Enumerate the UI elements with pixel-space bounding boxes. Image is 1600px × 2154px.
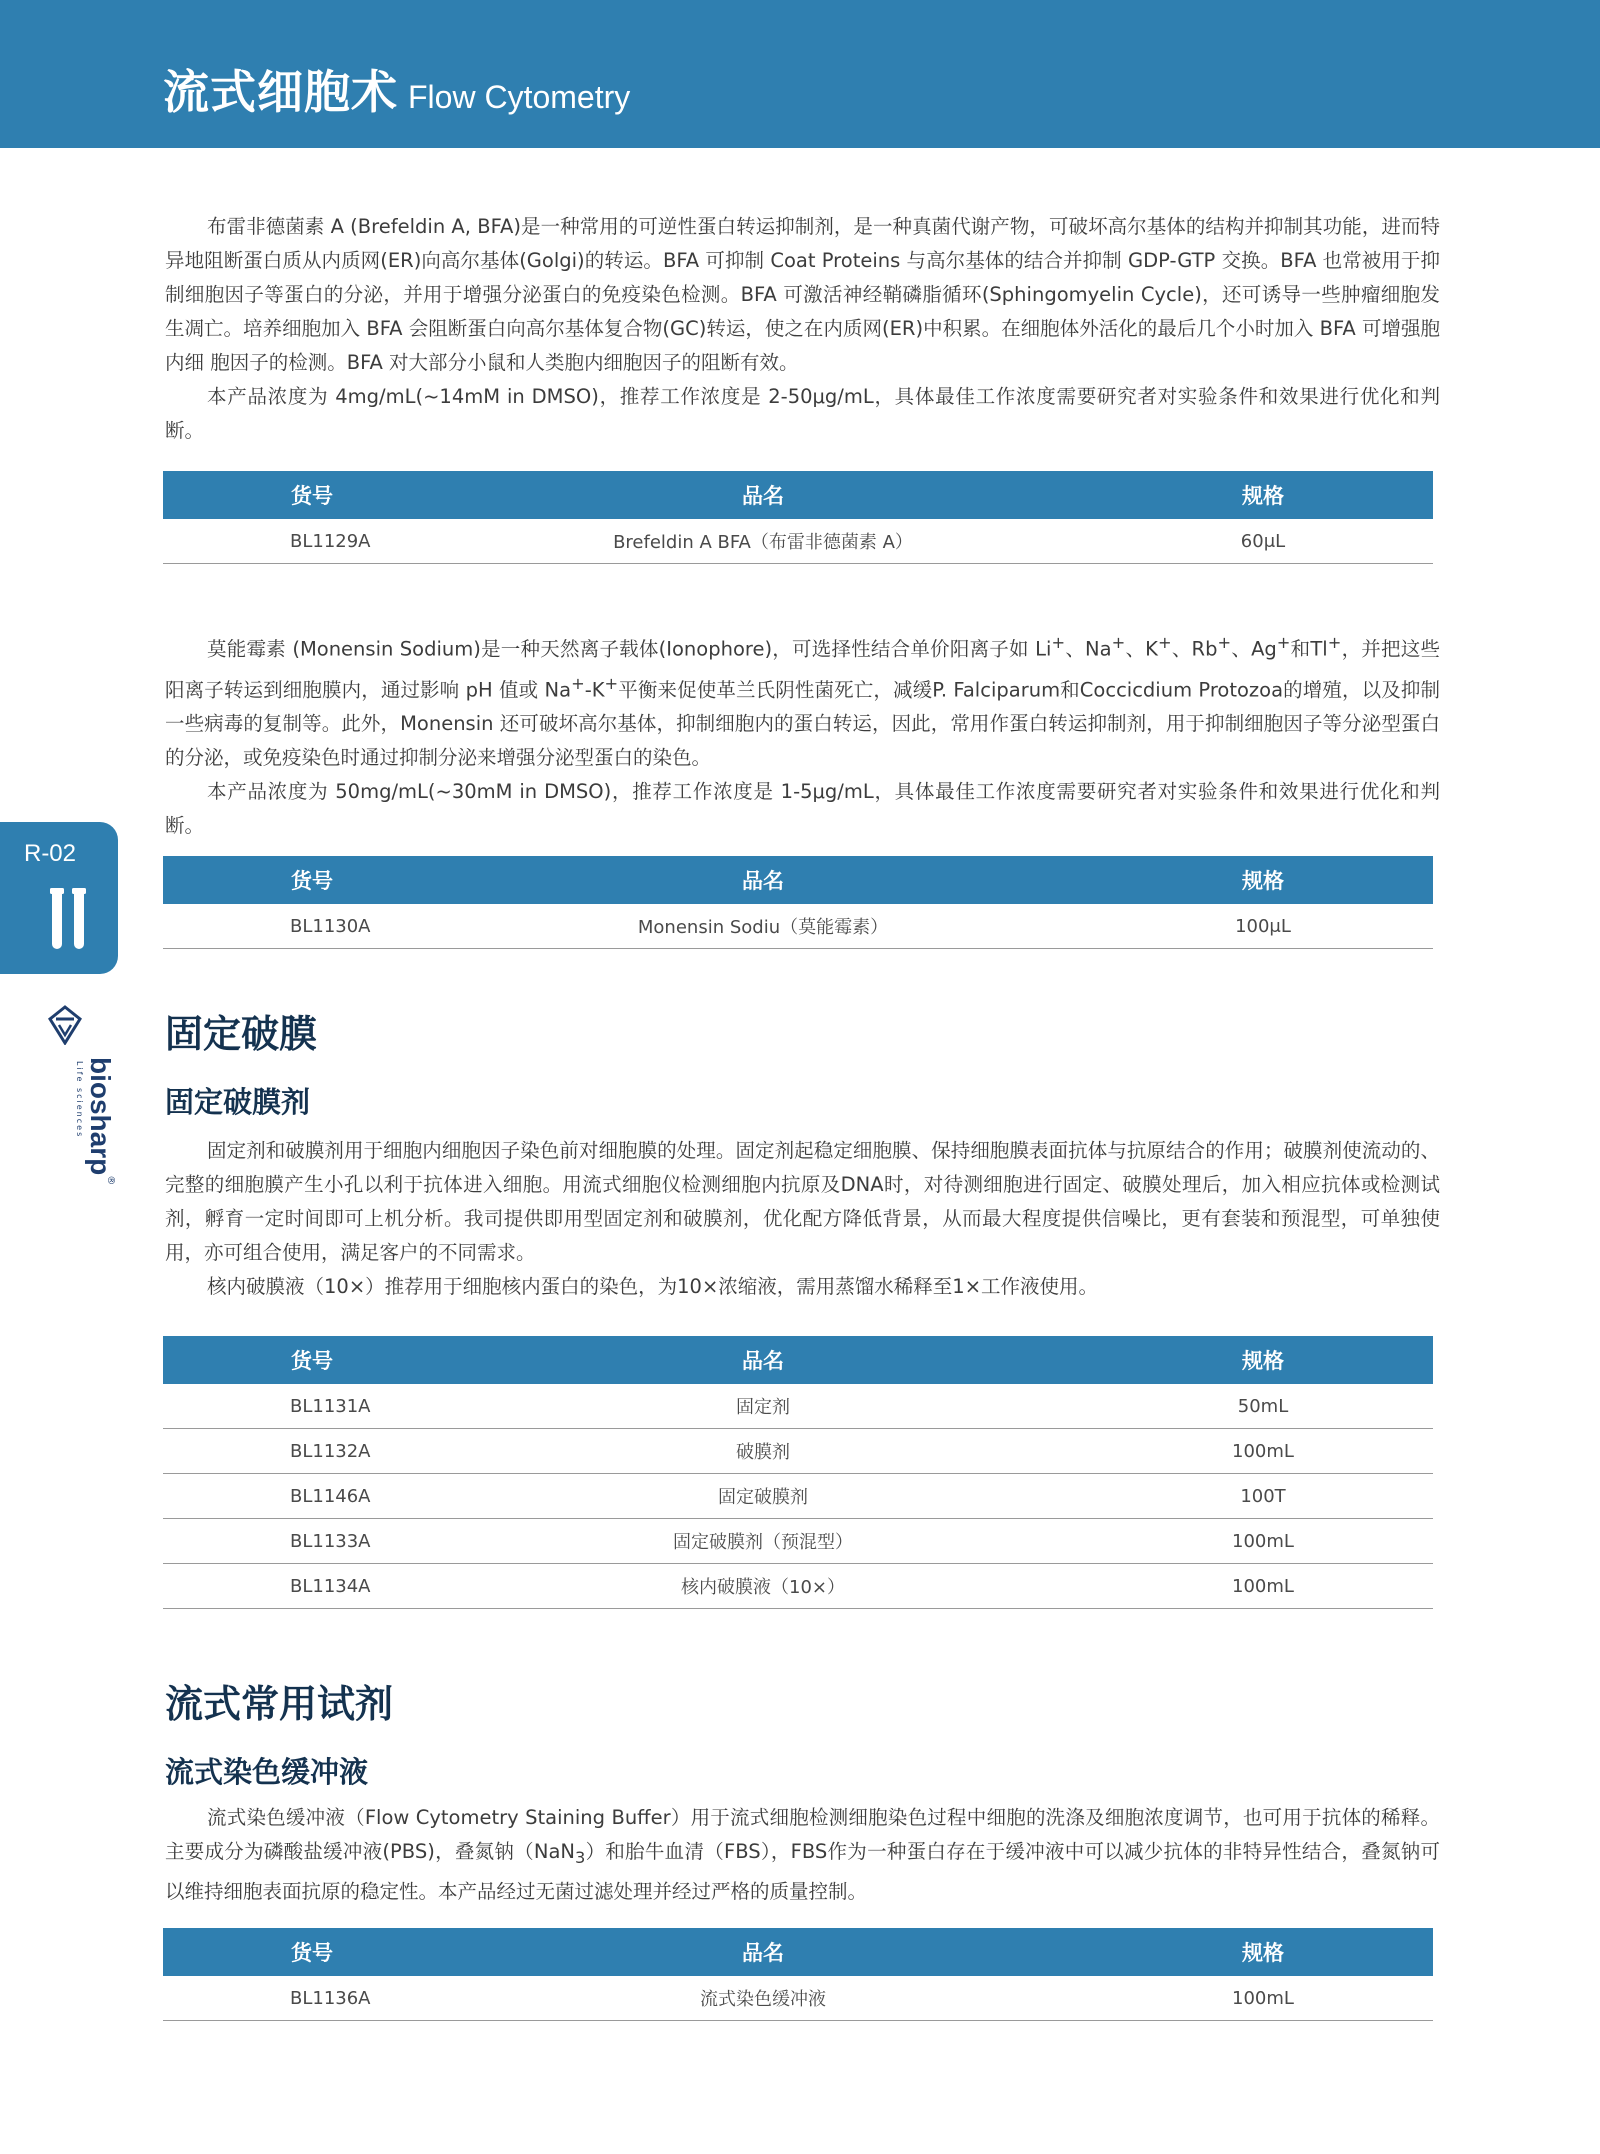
header-title-en: Flow Cytometry (408, 79, 631, 115)
table-row (163, 904, 1433, 949)
header-name: 品名 (742, 869, 784, 893)
cation-charge: + (1327, 633, 1342, 652)
section-title-fix: 固定破膜 (165, 1012, 318, 1056)
product-name: 核内破膜液（10×） (681, 1577, 845, 1598)
header-name: 品名 (742, 484, 784, 508)
logo-brand-last: p (85, 1158, 116, 1176)
bfa-description (165, 210, 1440, 448)
side-tab (0, 822, 118, 974)
product-code: BL1136A (290, 1987, 371, 2009)
monensin-text-e: 、Ag (1231, 637, 1277, 661)
product-spec: 100mL (1232, 1987, 1294, 2009)
cation-charge: + (1217, 633, 1232, 652)
bfa-paragraph-1: 布雷非德菌素 A (Brefeldin A, BFA)是一种常用的可逆性蛋白转运抑制剂，是一种真菌代谢产物，可破坏高尔基体的结构并抑制其功能，进而特异地阻断蛋白质从内质网(ER)向高尔基体(Golgi)的转运。BFA 可抑制 Coat Proteins 与高尔基体的结合并抑制 GDP-GTP 交换。BFA 也常被用于抑制细胞因子等蛋白的分泌，并用于增强分泌蛋白的免疫染色检测。BFA 可激活神经鞘磷脂循环(Sphingomyelin Cycle)，还可诱导一些肿瘤细胞发生凋亡。培养细胞加入 BFA 会阻断蛋白向高尔基体复合物(GC)转运，使之在内质网(ER)中积累。在细胞体外活化的最后几个小时加入 BFA 可增强胞内细 胞因子的检测。BFA 对大部分小鼠和人类胞内细胞因子的阻断有效。 (165, 215, 1440, 374)
page-header (0, 0, 1600, 148)
product-spec: 60μL (1240, 530, 1286, 552)
logo-registered: ® (105, 1175, 116, 1186)
page-code: R-02 (23, 840, 77, 867)
product-spec: 100μL (1235, 915, 1291, 937)
product-name: 破膜剂 (736, 1442, 790, 1463)
header-name: 品名 (742, 1349, 784, 1373)
section-title-common: 流式常用试剂 (165, 1682, 394, 1726)
product-spec: 100mL (1232, 1530, 1294, 1552)
table-row (163, 1474, 1433, 1519)
buffer-description (165, 1801, 1440, 1909)
logo-text (75, 1057, 116, 1186)
monensin-description (165, 626, 1440, 843)
product-code: BL1133A (290, 1530, 371, 1552)
table-row (163, 1429, 1433, 1474)
monensin-text-i: 平衡来促使革兰氏阴性菌死亡，减缓P. Falciparum和Coccicdium Protozoa的增殖，以及抑制一些病毒的复制等。此外，Monensin 还可破坏高尔基体，抑制细胞内的蛋白转运，因此，常用作蛋白转运抑制剂，用于抑制细胞因子等分泌型蛋白的分泌，或免疫染色时通过抑制分泌来增强分泌型蛋白的染色。 (165, 678, 1440, 769)
table-row (163, 1976, 1433, 2021)
header-title (163, 56, 630, 122)
product-name: 固定破膜剂 (718, 1487, 808, 1508)
header-code: 货号 (291, 869, 333, 893)
test-tubes-icon (50, 888, 90, 958)
buffer-text-b: ）和胎牛血清（FBS），FBS作为一种蛋白存在于缓冲液中可以减少抗体的非特异性结合，叠氮钠可以维持细胞表面抗原的稳定性。本产品经过无菌过滤处理并经过严格的质量控制。 (165, 1840, 1440, 1903)
header-spec: 规格 (1242, 484, 1284, 508)
product-code: BL1129A (290, 530, 371, 552)
cation-charge: + (571, 673, 585, 693)
monensin-paragraph-1 (165, 626, 1440, 775)
product-name: 流式染色缓冲液 (700, 1989, 826, 2010)
header-code: 货号 (291, 1349, 333, 1373)
logo-tagline: Life sciences (75, 1061, 84, 1139)
table-header (163, 856, 1433, 904)
cation-charge: + (1276, 633, 1291, 652)
bfa-paragraph-2: 本产品浓度为 4mg/mL(~14mM in DMSO)，推荐工作浓度是 2-50μg/mL，具体最佳工作浓度需要研究者对实验条件和效果进行优化和判断。 (165, 385, 1440, 442)
product-spec: 100mL (1232, 1575, 1294, 1597)
buffer-text-a: 流式染色缓冲液（Flow Cytometry Staining Buffer）用于流式细胞检测细胞染色过程中细胞的洗涤及细胞浓度调节，也可用于抗体的稀释。主要成分为磷酸盐缓冲液(PBS)，叠氮钠（NaN (165, 1806, 1440, 1863)
header-code: 货号 (291, 484, 333, 508)
bfa-product-table (163, 471, 1433, 564)
cation-charge: + (1111, 633, 1126, 652)
cation-charge: + (604, 673, 619, 693)
product-name: 固定破膜剂（预混型） (673, 1532, 853, 1553)
fix-paragraph-2: 核内破膜液（10×）推荐用于细胞核内蛋白的染色，为10×浓缩液，需用蒸馏水稀释至1×工作液使用。 (207, 1275, 1099, 1298)
product-spec: 50mL (1237, 1395, 1289, 1417)
header-spec: 规格 (1242, 869, 1284, 893)
monensin-product-table (163, 856, 1433, 949)
buffer-product-table (163, 1928, 1433, 2021)
table-row (163, 1564, 1433, 1609)
monensin-text-d: 、Rb (1171, 637, 1218, 661)
table-header (163, 1928, 1433, 1976)
product-name: Brefeldin A BFA（布雷非德菌素 A） (613, 532, 913, 553)
table-header (163, 1336, 1433, 1384)
product-code: BL1134A (290, 1575, 371, 1597)
monensin-text-b: 、Na (1065, 637, 1112, 661)
logo-mark-icon (48, 1005, 82, 1045)
header-spec: 规格 (1242, 1349, 1284, 1373)
monensin-text-a: 莫能霉素 (Monensin Sodium)是一种天然离子载体(Ionophore)，可选择性结合单价阳离子如 Li (207, 637, 1052, 661)
bioshar-logo (44, 1005, 116, 1186)
monensin-paragraph-2: 本产品浓度为 50mg/mL(~30mM in DMSO)，推荐工作浓度是 1-5μg/mL，具体最佳工作浓度需要研究者对实验条件和效果进行优化和判断。 (165, 780, 1440, 837)
product-spec: 100T (1240, 1485, 1286, 1507)
fix-description (165, 1134, 1440, 1304)
fix-paragraph-1: 固定剂和破膜剂用于细胞内细胞因子染色前对细胞膜的处理。固定剂起稳定细胞膜、保持细胞膜表面抗体与抗原结合的作用；破膜剂使流动的、完整的细胞膜产生小孔以利于抗体进入细胞。用流式细胞仪检测细胞内抗原及DNA时，对待测细胞进行固定、破膜处理后，加入相应抗体或检测试剂，孵育一定时间即可上机分析。我司提供即用型固定剂和破膜剂，优化配方降低背景，从而最大程度提供信噪比，更有套装和预混型，可单独使用，亦可组合使用，满足客户的不同需求。 (165, 1139, 1440, 1264)
monensin-text-g: ，并把这些阳离子转运到细胞膜内，通过影响 pH 值或 Na (165, 637, 1440, 701)
header-code: 货号 (291, 1941, 333, 1965)
cation-charge: + (1051, 633, 1066, 652)
cation-charge: + (1157, 633, 1172, 652)
header-name: 品名 (742, 1941, 784, 1965)
product-code: BL1146A (290, 1485, 371, 1507)
fix-product-table (163, 1336, 1433, 1609)
product-name: Monensin Sodiu（莫能霉素） (637, 917, 889, 938)
table-header (163, 471, 1433, 519)
buffer-paragraph (165, 1801, 1440, 1909)
product-code: BL1131A (290, 1395, 371, 1417)
monensin-text-f: 和Tl (1290, 637, 1328, 661)
subsection-title-buffer: 流式染色缓冲液 (165, 1755, 369, 1789)
table-row (163, 519, 1433, 564)
header-title-zh: 流式细胞术 (163, 65, 398, 119)
product-spec: 100mL (1232, 1440, 1294, 1462)
monensin-text-h: -K (584, 678, 605, 701)
product-code: BL1132A (290, 1440, 371, 1462)
product-name: 固定剂 (736, 1397, 790, 1418)
table-row (163, 1384, 1433, 1429)
monensin-text-c: 、K (1125, 637, 1158, 661)
logo-brand: bioshar (85, 1057, 116, 1159)
header-spec: 规格 (1242, 1941, 1284, 1965)
subsection-title-fix: 固定破膜剂 (165, 1085, 311, 1119)
product-code: BL1130A (290, 915, 371, 937)
subscript-3: 3 (575, 1847, 586, 1867)
table-row (163, 1519, 1433, 1564)
